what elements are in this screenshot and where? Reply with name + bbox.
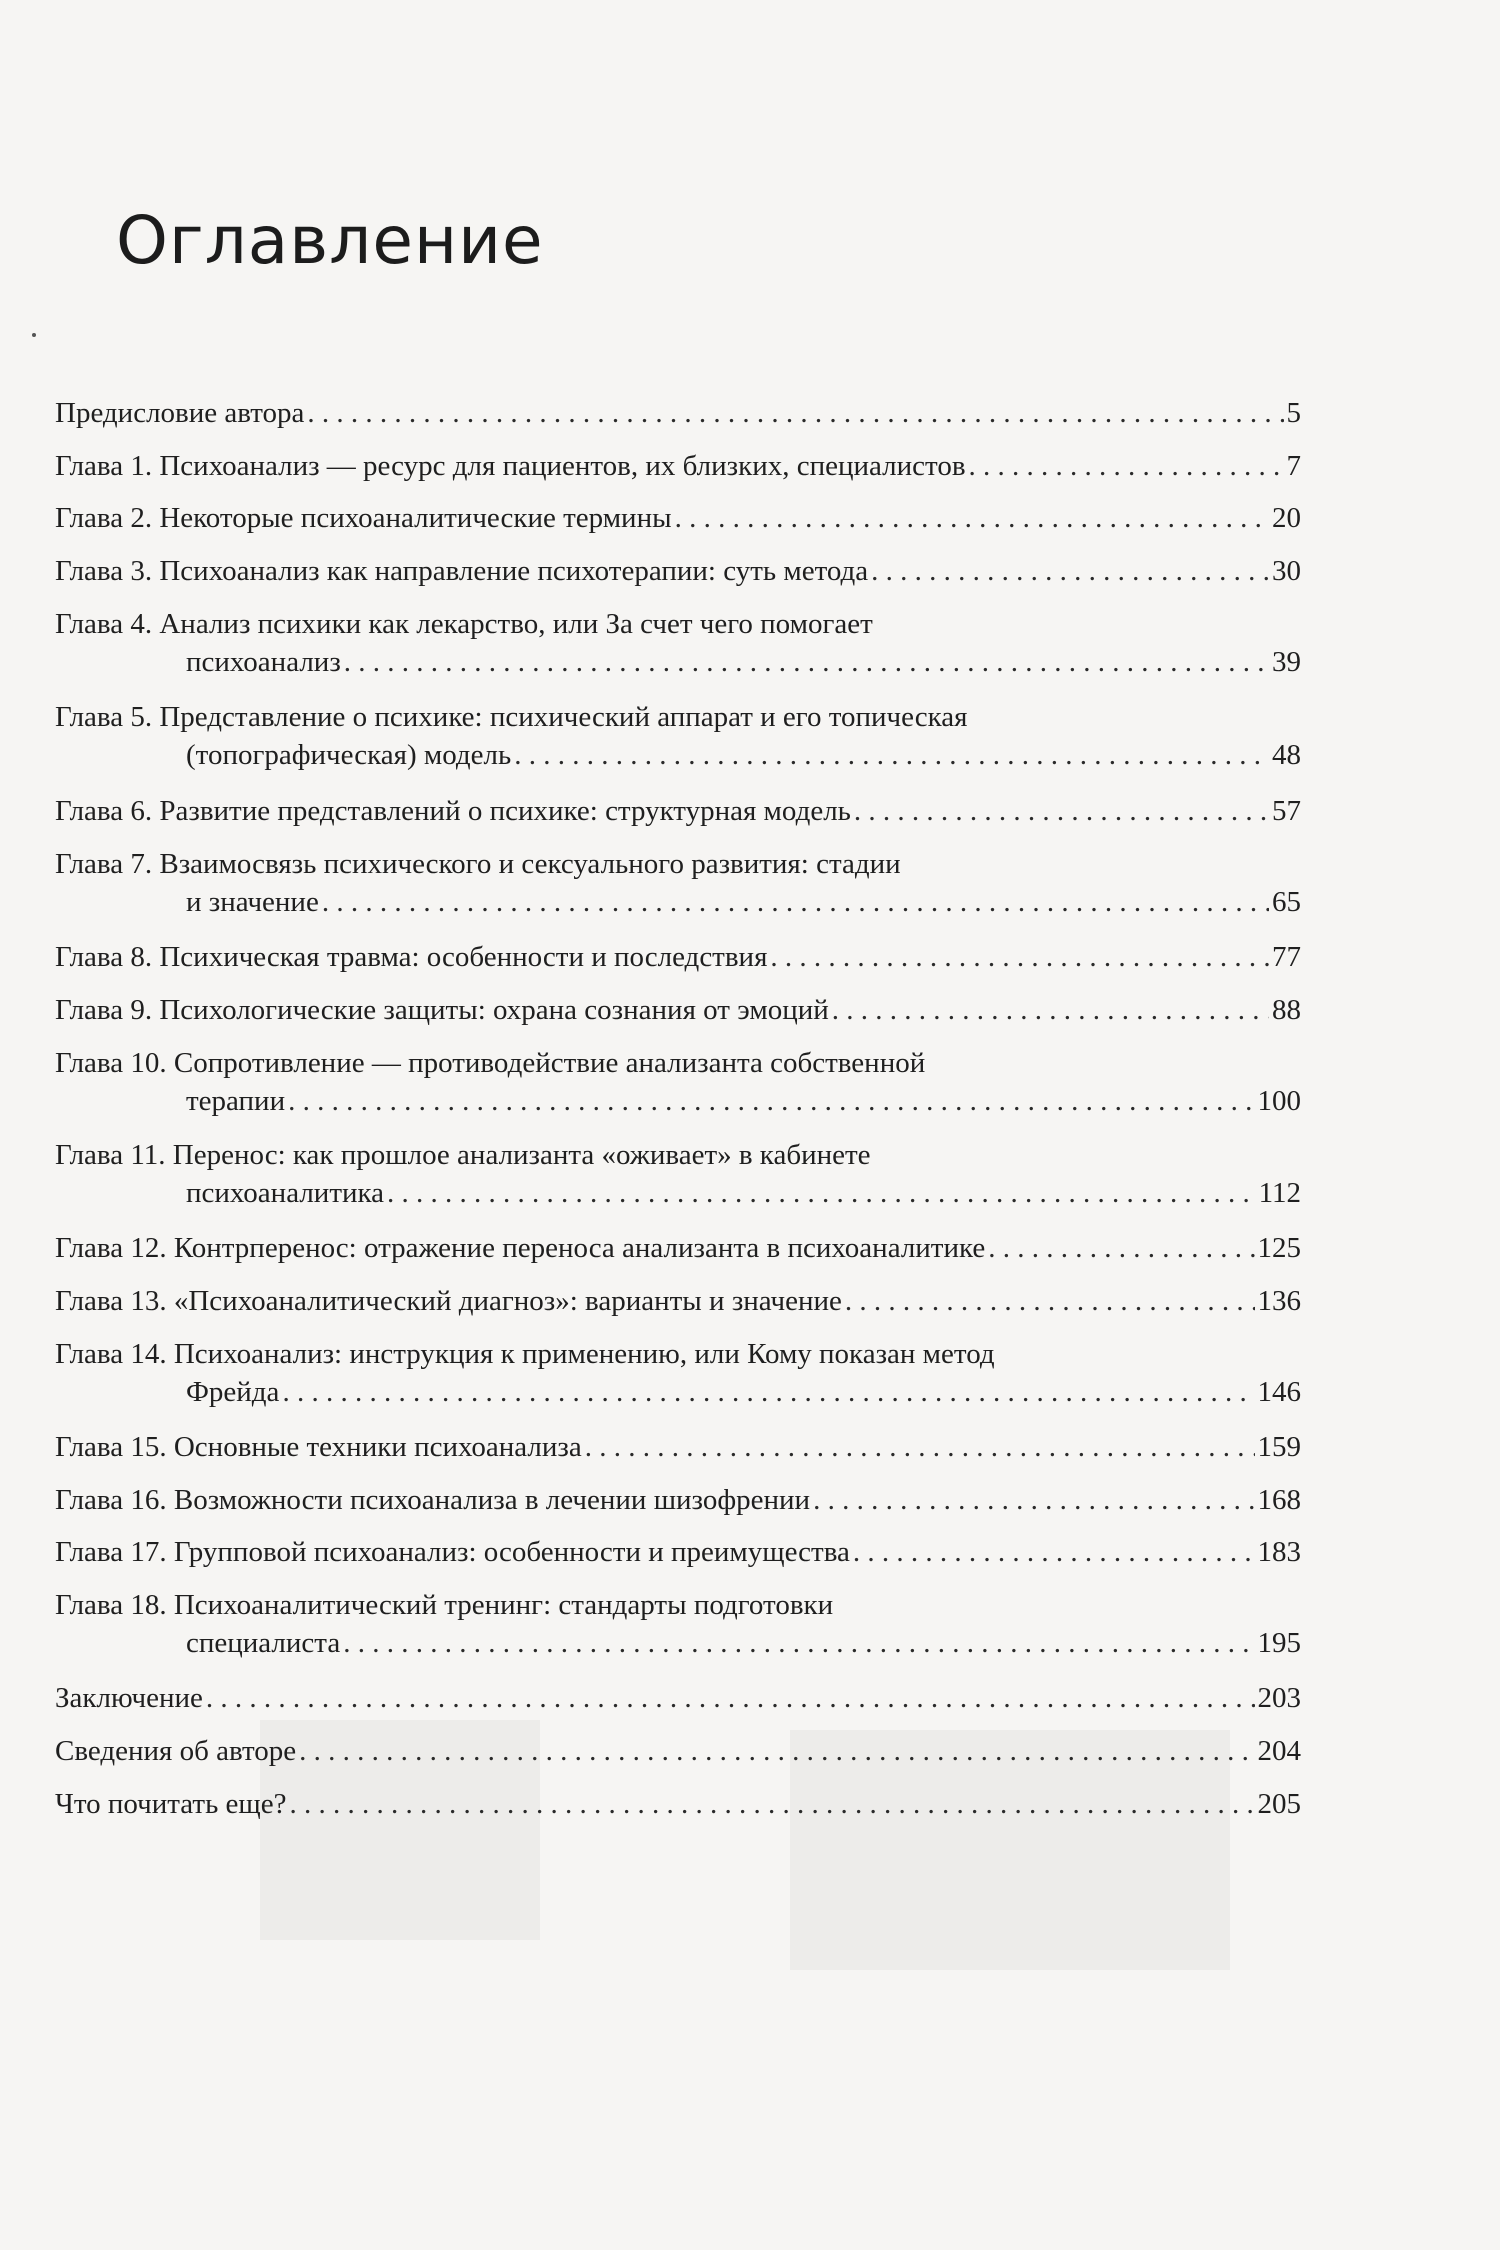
toc-page-number: 112: [1258, 1177, 1301, 1209]
toc-entry-title: и значение: [186, 886, 319, 918]
toc-entry: [55, 1784, 1301, 1824]
toc-entry: [55, 393, 1301, 433]
toc-page-number: 183: [1257, 1536, 1301, 1568]
dot-leader: [387, 1173, 1256, 1213]
toc-entry: [55, 1585, 1301, 1663]
toc-page-number: 77: [1272, 941, 1301, 973]
dot-leader: [585, 1427, 1255, 1467]
dot-leader: [282, 1372, 1254, 1412]
toc-entry-line: [55, 1480, 1301, 1520]
dot-leader: [969, 446, 1284, 486]
toc-entry-line: [55, 1228, 1301, 1268]
toc-entry: [55, 1532, 1301, 1572]
toc-page-number: 203: [1257, 1682, 1301, 1714]
toc-entry-line: [55, 1532, 1301, 1572]
toc-entry: [55, 844, 1301, 922]
toc-page-number: 204: [1257, 1735, 1301, 1767]
dot-leader: [344, 642, 1269, 682]
toc-page-number: 168: [1257, 1484, 1301, 1516]
dot-leader: [290, 1784, 1255, 1824]
toc-entry-title: (топографическая) модель: [186, 739, 512, 771]
toc-entry-line: [55, 882, 1301, 922]
toc-entry-line: [55, 1731, 1301, 1771]
dot-leader: [514, 735, 1269, 775]
toc-entry-title: Сведения об авторе: [55, 1735, 297, 1767]
toc-entry-title: Заключение: [55, 1682, 203, 1714]
toc-page-number: 48: [1272, 739, 1301, 771]
toc-page-number: 205: [1257, 1788, 1301, 1820]
toc-page-number: 136: [1257, 1285, 1301, 1317]
toc-entry-title: Глава 15. Основные техники психоанализа: [55, 1431, 582, 1463]
toc-page-number: 20: [1272, 502, 1301, 534]
toc-entry: [55, 937, 1301, 977]
toc-entry: [55, 446, 1301, 486]
toc-entry-title: Глава 13. «Психоаналитический диагноз»: варианты и значение: [55, 1285, 842, 1317]
toc-page-number: 146: [1257, 1376, 1301, 1408]
toc-entry-title: Предисловие автора: [55, 397, 305, 429]
toc-entry-title: Глава 2. Некоторые психоаналитические термины: [55, 502, 672, 534]
toc-entry-line: [55, 735, 1301, 775]
toc-entry-title: Глава 18. Психоаналитический тренинг: стандарты подготовки: [55, 1589, 834, 1621]
toc-page-number: 100: [1257, 1085, 1301, 1117]
toc-entry-line: [55, 498, 1301, 538]
toc-entry: [55, 697, 1301, 775]
toc-entry-line: [55, 1081, 1301, 1121]
toc-entry-line: [55, 1281, 1301, 1321]
page-title: Оглавление: [116, 202, 544, 279]
toc-entry-line: [55, 1334, 1301, 1372]
toc-entry: [55, 1480, 1301, 1520]
toc-entry: [55, 1678, 1301, 1718]
dot-leader: [307, 393, 1283, 433]
toc-entry: [55, 1228, 1301, 1268]
toc-entry-title: Глава 1. Психоанализ — ресурс для пациентов, их близких, специалистов: [55, 450, 966, 482]
toc-entry-line: [55, 844, 1301, 882]
toc-entry: [55, 498, 1301, 538]
toc-entry-line: [55, 1372, 1301, 1412]
toc-entry-line: [55, 1173, 1301, 1213]
toc-entry-title: Глава 5. Представление о психике: психический аппарат и его топическая: [55, 701, 968, 733]
toc-entry-title: Глава 10. Сопротивление — противодействие анализанта собственной: [55, 1047, 926, 1079]
toc-entry-line: [55, 393, 1301, 433]
dot-leader: [854, 791, 1269, 831]
print-speck: [32, 333, 36, 337]
toc-entry-title: специалиста: [186, 1627, 341, 1659]
toc-page-number: 57: [1272, 795, 1301, 827]
toc-entry: [55, 1281, 1301, 1321]
toc-page-number: 125: [1257, 1232, 1301, 1264]
toc-entry-line: [55, 1135, 1301, 1173]
toc-entry: [55, 791, 1301, 831]
toc-entry-title: Глава 16. Возможности психоанализа в лечении шизофрении: [55, 1484, 811, 1516]
toc-entry-title: Глава 4. Анализ психики как лекарство, или За счет чего помогает: [55, 608, 873, 640]
toc-page-number: 159: [1257, 1431, 1301, 1463]
toc-entry-line: [55, 1784, 1301, 1824]
toc-page-number: 5: [1286, 397, 1301, 429]
dot-leader: [871, 551, 1269, 591]
toc-entry-title: Глава 8. Психическая травма: особенности и последствия: [55, 941, 768, 973]
dot-leader: [832, 990, 1269, 1030]
toc-entry: [55, 1334, 1301, 1412]
dot-leader: [206, 1678, 1255, 1718]
toc-entry-line: [55, 1623, 1301, 1663]
toc-page-number: 30: [1272, 555, 1301, 587]
dot-leader: [343, 1623, 1254, 1663]
dot-leader: [675, 498, 1269, 538]
toc-entry-title: психоаналитика: [186, 1177, 385, 1209]
toc-page-number: 7: [1286, 450, 1301, 482]
toc-entry: [55, 1731, 1301, 1771]
toc-page-number: 39: [1272, 646, 1301, 678]
toc-entry: [55, 1043, 1301, 1121]
toc-entry-title: Глава 11. Перенос: как прошлое анализанта «оживает» в кабинете: [55, 1139, 871, 1171]
toc-entry-line: [55, 642, 1301, 682]
dot-leader: [288, 1081, 1254, 1121]
toc-entry-title: Глава 12. Контрперенос: отражение переноса анализанта в психоаналитике: [55, 1232, 986, 1264]
toc-entry: [55, 604, 1301, 682]
toc-entry-line: [55, 1427, 1301, 1467]
toc-entry-title: терапии: [186, 1085, 286, 1117]
dot-leader: [813, 1480, 1254, 1520]
dot-leader: [299, 1731, 1254, 1771]
toc-entry-title: Что почитать еще?: [55, 1788, 287, 1820]
toc-entry-title: Глава 3. Психоанализ как направление психотерапии: суть метода: [55, 555, 869, 587]
toc-entry-title: Фрейда: [186, 1376, 280, 1408]
toc-entry-line: [55, 791, 1301, 831]
dot-leader: [845, 1281, 1255, 1321]
toc-entry-title: Глава 14. Психоанализ: инструкция к применению, или Кому показан метод: [55, 1338, 995, 1370]
toc-entry-line: [55, 604, 1301, 642]
toc-entry-line: [55, 990, 1301, 1030]
toc-entry-line: [55, 1043, 1301, 1081]
toc-entry: [55, 1427, 1301, 1467]
toc-entry-title: Глава 6. Развитие представлений о психике: структурная модель: [55, 795, 851, 827]
toc-entry-title: Глава 9. Психологические защиты: охрана сознания от эмоций: [55, 994, 829, 1026]
toc-page-number: 65: [1272, 886, 1301, 918]
toc-entry: [55, 1135, 1301, 1213]
dot-leader: [988, 1228, 1254, 1268]
toc-page-number: 88: [1272, 994, 1301, 1026]
dot-leader: [853, 1532, 1255, 1572]
toc-entry-title: Глава 17. Групповой психоанализ: особенности и преимущества: [55, 1536, 850, 1568]
toc-page-number: 195: [1257, 1627, 1301, 1659]
toc-entry-line: [55, 1585, 1301, 1623]
toc-entry: [55, 990, 1301, 1030]
dot-leader: [322, 882, 1269, 922]
table-of-contents: [55, 0, 1301, 2250]
toc-entry-title: Глава 7. Взаимосвязь психического и сексуального развития: стадии: [55, 848, 901, 880]
toc-entry-line: [55, 697, 1301, 735]
toc-entry-title: психоанализ: [186, 646, 341, 678]
toc-entry: [55, 551, 1301, 591]
toc-entry-line: [55, 446, 1301, 486]
toc-entry-line: [55, 937, 1301, 977]
toc-entry-line: [55, 551, 1301, 591]
dot-leader: [770, 937, 1269, 977]
toc-entry-line: [55, 1678, 1301, 1718]
